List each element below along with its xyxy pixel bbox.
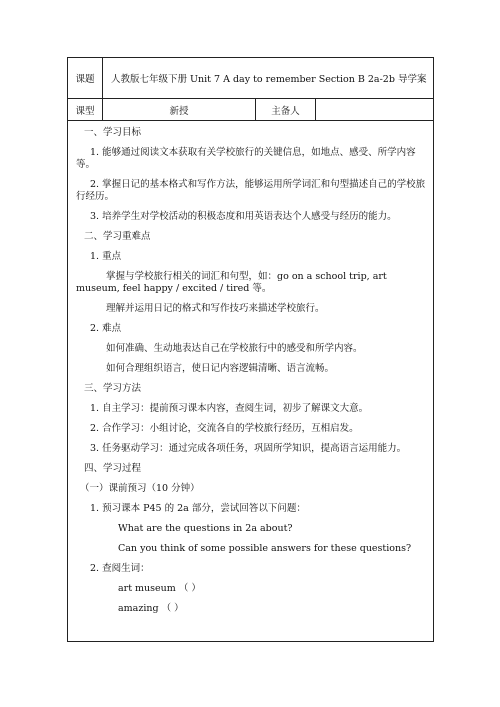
preview-question-2: Can you think of some possible answers for these questions? [118,543,412,554]
preview-item-2: 2. 查阅生词： [90,563,150,574]
lesson-plan-table [67,57,434,642]
preview-item-1: 1. 预习课本 P45 的 2a 部分，尝试回答以下问题： [90,503,306,514]
key-point-2: 理解并运用日记的格式和写作技巧来描述学校旅行。 [106,303,325,314]
section-2-title: 二、学习重难点 [84,231,151,242]
difficult-point-2: 如何合理组织语言，使日记内容逻辑清晰、语言流畅。 [106,363,335,374]
section-3-title: 三、学习方法 [84,383,142,394]
type-row [68,99,434,121]
section-1-title: 一、学习目标 [84,127,142,138]
goal-item-1: 1. 能够通过阅读文本获取有关学校旅行的关键信息，如地点、感受、所学内容等。 [76,147,416,170]
method-item-3: 3. 任务驱动学习：通过完成各项任务，巩固所学知识，提高语言运用能力。 [90,443,407,454]
method-item-1: 1. 自主学习：提前预习课本内容，查阅生词，初步了解课文大意。 [90,403,369,414]
author-value [316,99,434,121]
vocab-word-2: amazing （ ） [118,603,184,614]
content-row [68,121,434,642]
topic-value: 人教版七年级下册 Unit 7 A day to remember Section B 2a-2b 导学案 [103,58,434,99]
preview-subheading: （一）课前预习（10 分钟） [80,483,200,494]
preview-question-1: What are the questions in 2a about? [118,523,293,534]
topic-label: 课题 [68,58,103,99]
author-label: 主备人 [256,99,316,121]
goal-item-2: 2. 掌握日记的基本格式和写作方法，能够运用所学词汇和句型描述自己的学校旅行经历。 [76,179,426,202]
method-item-2: 2. 合作学习：小组讨论，交流各自的学校旅行经历，互相启发。 [90,423,359,434]
vocab-word-1: art museum （ ） [118,583,201,594]
type-value: 新授 [103,99,256,121]
type-label: 课型 [68,99,103,121]
section-4-title: 四、学习过程 [84,463,142,474]
topic-row [68,58,434,99]
key-points-heading: 1. 重点 [90,251,122,262]
content-cell [68,121,434,642]
goal-item-3: 3. 培养学生对学校活动的积极态度和用英语表达个人感受与经历的能力。 [90,211,397,222]
key-point-1: 掌握与学校旅行相关的词汇和句型，如：go on a school trip, art museum, feel happy / excited / tired 等。 [76,271,387,294]
difficult-points-heading: 2. 难点 [90,323,122,334]
difficult-point-1: 如何准确、生动地表达自己在学校旅行中的感受和所学内容。 [106,343,363,354]
